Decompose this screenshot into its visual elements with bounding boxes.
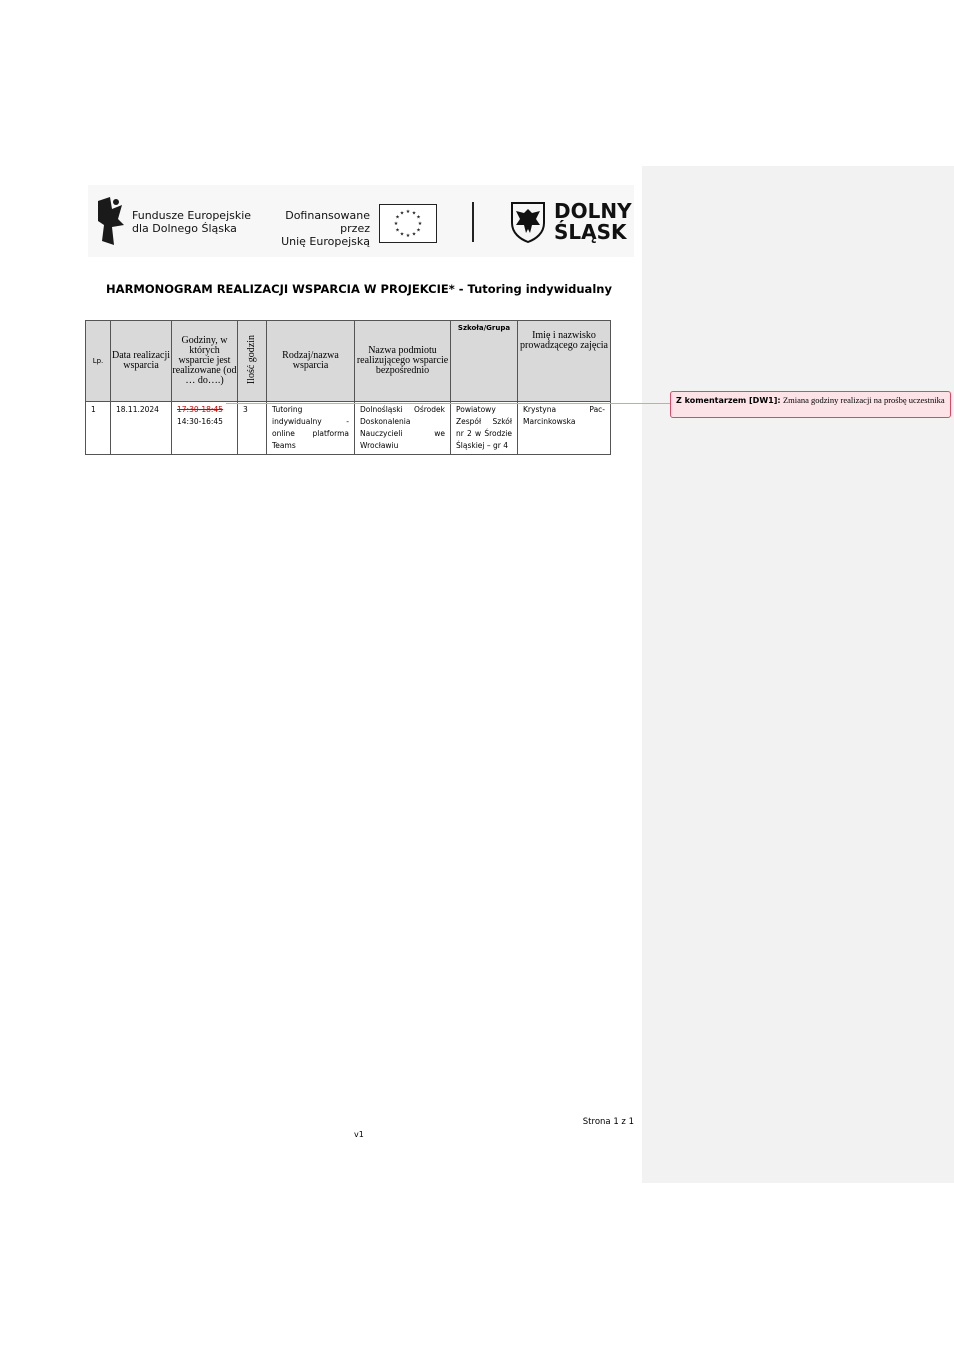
- cell-rodzaj: Tutoring indywidualny - online platforma Teams: [267, 402, 355, 455]
- fundusze-europejskie-logo-icon: [96, 195, 126, 247]
- comment-pane: [642, 166, 954, 1183]
- dof-line1: Dofinansowane przez: [285, 209, 370, 235]
- svg-text:★: ★: [399, 231, 405, 238]
- page-number: Strona 1 z 1: [582, 1117, 634, 1127]
- dolny-slask-eagle-icon: [510, 201, 546, 243]
- table-header-row: [86, 321, 611, 402]
- header-lp: Lp.: [86, 321, 111, 402]
- fe-logo-text: [132, 209, 251, 235]
- svg-text:★: ★: [399, 210, 405, 217]
- header-prowadzacy: Imię i nazwisko prowadzącego zajęcia: [518, 321, 611, 402]
- cofinanced-text: [258, 209, 370, 248]
- svg-text:★: ★: [411, 210, 417, 217]
- cell-podmiot: Dolnośląski Ośrodek Doskonalenia Nauczycieli we Wrocławiu: [355, 402, 451, 455]
- svg-text:★: ★: [416, 214, 421, 221]
- godziny-new: 14:30-16:45: [177, 417, 223, 426]
- header-rodzaj: Rodzaj/nazwa wsparcia: [267, 321, 355, 402]
- dof-line2: Unię Europejską: [281, 235, 370, 248]
- header-data: Data realizacji wsparcia: [111, 321, 172, 402]
- cell-ilosc: 3: [238, 402, 267, 455]
- svg-text:★: ★: [395, 227, 400, 234]
- godziny-old-deleted: 17:30-18:45: [177, 405, 223, 414]
- cell-lp: 1: [86, 402, 111, 455]
- fe-line1: Fundusze Europejskie: [132, 209, 252, 222]
- header-podmiot: Nazwa podmiotu realizującego wsparcie bezpośrednio: [355, 321, 451, 402]
- cell-szkola: Powiatowy Zespół Szkół nr 2 w Środzie Śląskiej – gr 4: [451, 402, 518, 455]
- table-row: [86, 402, 611, 455]
- region-line1: DOLNY: [554, 199, 632, 223]
- svg-text:★: ★: [417, 221, 423, 227]
- cell-godziny: [172, 402, 238, 455]
- document-title: HARMONOGRAM REALIZACJI WSPARCIA W PROJEKCIE* - Tutoring indywidualny: [106, 282, 612, 296]
- cell-data: 18.11.2024: [111, 402, 172, 455]
- header-szkola: Szkoła/Grupa: [451, 321, 518, 402]
- fe-line2: dla Dolnego Śląska: [132, 222, 237, 235]
- comment-balloon[interactable]: [670, 391, 951, 418]
- header-ilosc: Ilość godzin: [246, 334, 257, 385]
- region-line2: ŚLĄSK: [554, 220, 627, 244]
- svg-text:★: ★: [405, 209, 411, 215]
- svg-text:★: ★: [405, 233, 411, 239]
- svg-text:★: ★: [395, 214, 400, 221]
- dolny-slask-text: [554, 201, 632, 243]
- header-godziny: Godziny, w których wsparcie jest realizowane (od … do….): [172, 321, 238, 402]
- version-label: v1: [354, 1130, 364, 1139]
- svg-text:★: ★: [393, 221, 399, 227]
- logo-divider: [472, 202, 474, 242]
- logo-bar: [88, 185, 634, 257]
- comment-author: Z komentarzem [DW1]:: [676, 396, 781, 405]
- schedule-table: [85, 320, 611, 455]
- header-ilosc-cell: [238, 321, 267, 402]
- comment-text: Zmiana godziny realizacji na prośbę uczestnika: [782, 395, 945, 405]
- svg-text:★: ★: [411, 231, 417, 238]
- comment-anchor-line: [226, 403, 670, 404]
- eu-flag-icon: [379, 204, 437, 243]
- svg-text:★: ★: [416, 227, 421, 234]
- cell-prowadzacy: Krystyna Pac-Marcinkowska: [518, 402, 611, 455]
